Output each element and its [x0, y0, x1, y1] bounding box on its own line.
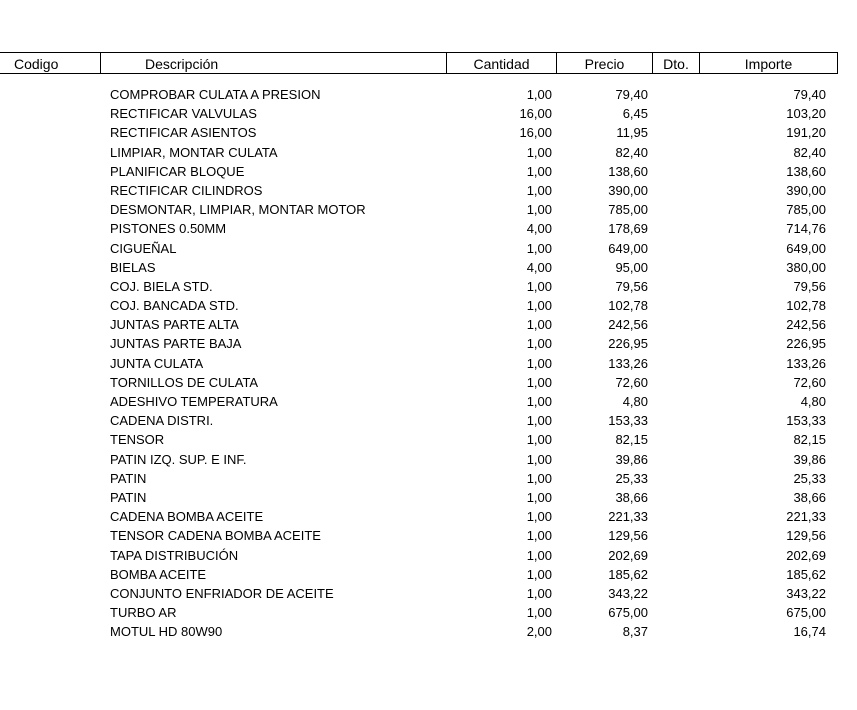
table-row	[0, 392, 838, 411]
row-descripcion: RECTIFICAR ASIENTOS	[110, 125, 257, 141]
header-dto: Dto.	[652, 53, 699, 73]
row-importe: 72,60	[793, 374, 826, 390]
table-row	[0, 219, 838, 238]
row-precio: 39,86	[615, 451, 648, 467]
row-precio: 25,33	[615, 470, 648, 486]
header-descripcion: Descripción	[100, 53, 446, 73]
row-cantidad: 1,00	[526, 566, 552, 582]
row-cantidad: 1,00	[526, 298, 552, 314]
row-descripcion: RECTIFICAR VALVULAS	[110, 106, 257, 122]
row-importe: 4,80	[800, 394, 826, 409]
row-importe: 343,22	[786, 585, 826, 601]
table-row	[0, 143, 838, 162]
row-importe: 138,60	[786, 163, 826, 179]
table-row	[0, 603, 838, 622]
row-importe: 129,56	[786, 528, 826, 544]
row-descripcion: TORNILLOS DE CULATA	[110, 374, 259, 390]
table-row	[0, 546, 838, 565]
row-cantidad: 4,00	[526, 221, 552, 237]
table-row	[0, 200, 838, 219]
row-importe: 39,86	[793, 451, 826, 467]
row-importe: 226,95	[786, 336, 826, 352]
row-descripcion: CADENA BOMBA ACEITE	[110, 509, 264, 525]
table-row	[0, 430, 838, 449]
row-precio: 82,40	[615, 144, 648, 160]
row-cantidad: 1,00	[526, 394, 552, 409]
table-row	[0, 411, 838, 430]
row-importe: 675,00	[786, 605, 826, 621]
row-importe: 38,66	[793, 489, 826, 505]
table-row	[0, 296, 838, 315]
row-importe: 390,00	[786, 182, 826, 198]
row-precio: 102,78	[608, 298, 648, 314]
row-cantidad: 1,00	[526, 144, 552, 160]
header-codigo: Codigo	[14, 56, 59, 72]
row-precio: 79,40	[615, 87, 648, 102]
row-cantidad: 1,00	[526, 605, 552, 621]
row-importe: 649,00	[786, 240, 826, 256]
row-cantidad: 16,00	[519, 106, 552, 122]
row-cantidad: 1,00	[526, 451, 552, 467]
row-precio: 221,33	[608, 509, 648, 525]
row-descripcion: CONJUNTO ENFRIADOR DE ACEITE	[110, 585, 334, 601]
row-precio: 129,56	[608, 528, 648, 544]
table-row	[0, 584, 838, 603]
table-row	[0, 469, 838, 488]
row-precio: 79,56	[615, 278, 648, 294]
row-precio: 343,22	[608, 585, 648, 601]
row-importe: 102,78	[786, 298, 826, 314]
row-precio: 649,00	[608, 240, 648, 256]
row-descripcion: COJ. BANCADA STD.	[110, 298, 239, 314]
row-precio: 133,26	[608, 355, 648, 371]
row-descripcion: RECTIFICAR CILINDROS	[110, 182, 263, 198]
row-descripcion: TURBO AR	[110, 605, 177, 621]
row-precio: 675,00	[608, 605, 648, 621]
table-body	[0, 85, 838, 641]
row-precio: 153,33	[608, 413, 648, 429]
row-importe: 79,40	[793, 87, 826, 102]
row-cantidad: 1,00	[526, 87, 552, 102]
row-importe: 25,33	[793, 470, 826, 486]
row-precio: 390,00	[608, 182, 648, 198]
row-cantidad: 2,00	[526, 624, 552, 640]
row-importe: 242,56	[786, 317, 826, 333]
row-descripcion: TAPA DISTRIBUCIÓN	[110, 547, 239, 563]
row-descripcion: MOTUL HD 80W90	[110, 624, 223, 640]
row-cantidad: 1,00	[526, 336, 552, 352]
row-descripcion: JUNTAS PARTE ALTA	[110, 317, 239, 333]
row-cantidad: 1,00	[526, 489, 552, 505]
row-precio: 242,56	[608, 317, 648, 333]
row-descripcion: CADENA DISTRI.	[110, 413, 214, 429]
row-descripcion: JUNTA CULATA	[110, 355, 204, 371]
row-descripcion: DESMONTAR, LIMPIAR, MONTAR MOTOR	[110, 202, 366, 218]
row-cantidad: 16,00	[519, 125, 552, 141]
table-row	[0, 104, 838, 123]
table-row	[0, 315, 838, 334]
table-header	[0, 52, 838, 74]
row-precio: 82,15	[615, 432, 648, 448]
table-row	[0, 622, 838, 641]
row-precio: 6,45	[622, 106, 648, 122]
table-row	[0, 507, 838, 526]
row-cantidad: 1,00	[526, 374, 552, 390]
row-importe: 79,56	[793, 278, 826, 294]
row-precio: 95,00	[615, 259, 648, 275]
table-row	[0, 277, 838, 296]
table-row	[0, 239, 838, 258]
row-cantidad: 4,00	[526, 259, 552, 275]
row-cantidad: 1,00	[526, 240, 552, 256]
row-importe: 133,26	[786, 355, 826, 371]
row-descripcion: ADESHIVO TEMPERATURA	[110, 394, 278, 409]
table-row	[0, 258, 838, 277]
row-importe: 153,33	[786, 413, 826, 429]
row-descripcion: PATIN	[110, 470, 147, 486]
row-importe: 202,69	[786, 547, 826, 563]
row-descripcion: COJ. BIELA STD.	[110, 278, 213, 294]
row-precio: 185,62	[608, 566, 648, 582]
row-cantidad: 1,00	[526, 278, 552, 294]
row-cantidad: 1,00	[526, 470, 552, 486]
row-cantidad: 1,00	[526, 585, 552, 601]
row-descripcion: PISTONES 0.50MM	[110, 221, 227, 237]
row-precio: 8,37	[622, 624, 648, 640]
table-row	[0, 488, 838, 507]
row-cantidad: 1,00	[526, 509, 552, 525]
header-cantidad: Cantidad	[446, 53, 556, 73]
row-cantidad: 1,00	[526, 413, 552, 429]
row-precio: 226,95	[608, 336, 648, 352]
row-descripcion: PATIN IZQ. SUP. E INF.	[110, 451, 247, 467]
row-precio: 4,80	[622, 394, 648, 409]
row-descripcion: TENSOR	[110, 432, 165, 448]
row-cantidad: 1,00	[526, 182, 552, 198]
header-importe: Importe	[699, 53, 838, 73]
row-cantidad: 1,00	[526, 355, 552, 371]
row-descripcion: PLANIFICAR BLOQUE	[110, 163, 245, 179]
row-precio: 178,69	[608, 221, 648, 237]
row-precio: 202,69	[608, 547, 648, 563]
table-row	[0, 565, 838, 584]
row-importe: 82,15	[793, 432, 826, 448]
row-importe: 785,00	[786, 202, 826, 218]
row-precio: 38,66	[615, 489, 648, 505]
table-row	[0, 354, 838, 373]
header-precio: Precio	[556, 53, 652, 73]
row-precio: 138,60	[608, 163, 648, 179]
row-precio: 72,60	[615, 374, 648, 390]
table-row	[0, 334, 838, 353]
table-row	[0, 450, 838, 469]
row-precio: 785,00	[608, 202, 648, 218]
row-importe: 16,74	[793, 624, 826, 640]
row-descripcion: CIGUEÑAL	[110, 240, 177, 256]
row-precio: 11,95	[616, 125, 648, 141]
table-row	[0, 85, 838, 104]
row-importe: 380,00	[786, 259, 826, 275]
table-row	[0, 373, 838, 392]
row-importe: 191,20	[786, 125, 826, 141]
row-importe: 103,20	[786, 106, 826, 122]
row-cantidad: 1,00	[526, 317, 552, 333]
row-descripcion: JUNTAS PARTE BAJA	[110, 336, 242, 352]
row-descripcion: TENSOR CADENA BOMBA ACEITE	[110, 528, 321, 544]
row-descripcion: COMPROBAR CULATA A PRESION	[110, 87, 321, 102]
table-row	[0, 181, 838, 200]
row-importe: 714,76	[786, 221, 826, 237]
table-row	[0, 526, 838, 545]
row-cantidad: 1,00	[526, 163, 552, 179]
row-cantidad: 1,00	[526, 202, 552, 218]
row-importe: 82,40	[793, 144, 826, 160]
row-descripcion: BIELAS	[110, 259, 156, 275]
row-cantidad: 1,00	[526, 432, 552, 448]
row-descripcion: PATIN	[110, 489, 147, 505]
row-importe: 221,33	[786, 509, 826, 525]
row-cantidad: 1,00	[526, 528, 552, 544]
row-importe: 185,62	[786, 566, 826, 582]
row-descripcion: BOMBA ACEITE	[110, 566, 207, 582]
table-row	[0, 162, 838, 181]
table-row	[0, 123, 838, 142]
row-descripcion: LIMPIAR, MONTAR CULATA	[110, 144, 278, 160]
row-cantidad: 1,00	[526, 547, 552, 563]
